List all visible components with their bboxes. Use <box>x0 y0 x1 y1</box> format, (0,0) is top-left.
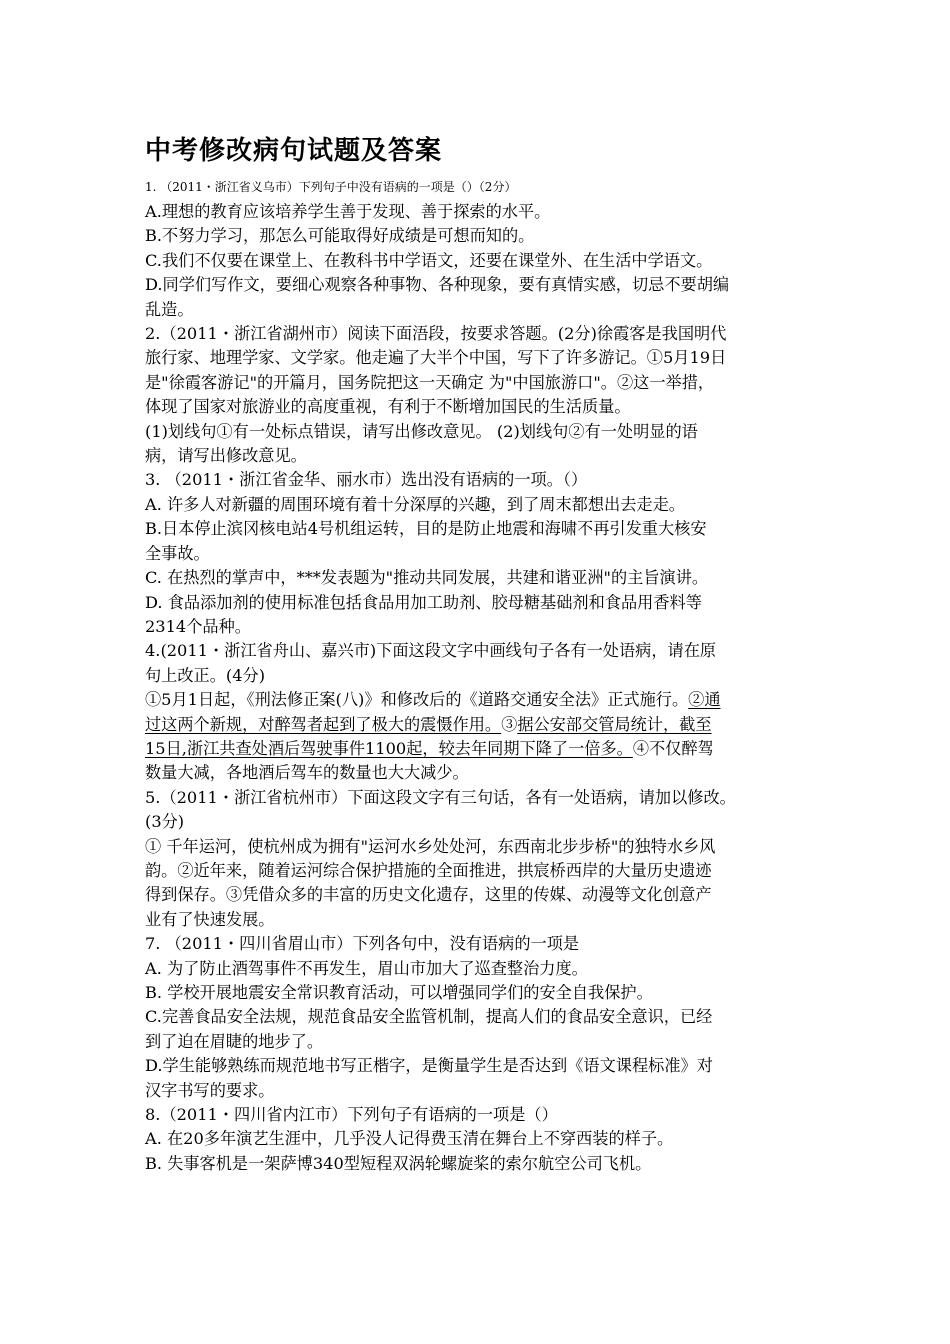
text-line <box>145 322 813 346</box>
text-line <box>145 468 813 492</box>
text-line <box>145 810 813 834</box>
text-line <box>145 176 813 198</box>
text-lines <box>145 176 813 1176</box>
text-segment: ④不仅醉驾 <box>632 738 714 758</box>
text-line <box>145 1127 813 1151</box>
text-segment: D.同学们写作文，要细心观察各种事物、各种现象，要有真情实感，切忌不要胡编 <box>145 275 730 295</box>
text-segment: 7. （2011・四川省眉山市）下列各句中，没有语病的一项是 <box>145 934 580 954</box>
text-line <box>145 615 813 639</box>
text-segment: ① 千年运河，使杭州成为拥有"运河水乡处处河，东西南北步步桥"的独特水乡风 <box>145 836 716 856</box>
text-segment: 1. （2011・浙江省义乌市）下列句子中没有语病的一项是（）（2分） <box>145 180 517 194</box>
text-segment: 旅行家、地理学家、文学家。他走遍了大半个中国，写下了许多游记。①5月19日 <box>145 348 727 368</box>
text-segment: B.日本停止滨冈核电站4号机组运转，目的是防止地震和海啸不再引发重大核安 <box>145 519 707 539</box>
text-line <box>145 1054 813 1078</box>
text-line <box>145 761 813 785</box>
text-line <box>145 273 813 297</box>
text-segment: 业有了快速发展。 <box>145 909 275 929</box>
text-line <box>145 1079 813 1103</box>
text-segment: (3分) <box>145 812 185 832</box>
text-segment: 是"徐霞客游记"的开篇月，国务院把这一天确定 为"中国旅游口"。②这一举措， <box>145 372 715 392</box>
text-segment: 韵。②近年来，随着运河综合保护措施的全面推进，拱宸桥西岸的大量历史遗迹 <box>145 860 712 880</box>
text-line <box>145 298 813 322</box>
text-line <box>145 957 813 981</box>
text-segment: 2.（2011・浙江省湖州市）阅读下面浯段，按要求答题。(2分)徐霞客是我国明代 <box>145 324 727 344</box>
underlined-text: 据公安部交管局统计，截至 <box>517 714 712 734</box>
text-segment: 句上改正。(4分) <box>145 665 266 685</box>
text-line <box>145 1103 813 1127</box>
text-line <box>145 883 813 907</box>
underlined-text: 过这两个新规，对醉驾者起到了极大的震慑作用。 <box>145 714 502 734</box>
text-segment: 3. （2011・浙江省金华、丽水市）选出没有语病的一项。（） <box>145 470 588 490</box>
text-segment: 全事故。 <box>145 543 210 563</box>
document-body <box>145 132 813 1176</box>
text-segment: 体现了国家对旅游业的高度重视，有利于不断增加国民的生活质量。 <box>145 397 631 417</box>
text-segment: 到了迫在眉睫的地步了。 <box>145 1031 324 1051</box>
text-segment: A.理想的教育应该培养学生善于发现、善于探索的水平。 <box>145 202 551 221</box>
text-segment: C.完善食品安全法规，规范食品安全监管机制，提高人们的食品安全意识，已经 <box>145 1007 713 1027</box>
text-line <box>145 420 813 444</box>
text-segment: B. 学校开展地震安全常识教育活动，可以增强同学们的安全自我保护。 <box>145 983 653 1002</box>
text-line <box>145 932 813 956</box>
text-segment: C. 在热烈的掌声中，***发表题为"推动共同发展，共建和谐亚洲"的主旨演讲。 <box>145 568 709 588</box>
text-segment: 得到保存。③凭借众多的丰富的历史文化遗存，这里的传媒、动漫等文化创意产 <box>145 885 712 905</box>
text-segment: 汉字书写的要求。 <box>145 1080 275 1100</box>
text-line <box>145 835 813 859</box>
text-segment: 数量大减，各地酒后驾车的数量也大大减少。 <box>145 763 469 783</box>
text-line <box>145 908 813 932</box>
text-line <box>145 591 813 615</box>
text-segment: B. 失事客机是一架萨博340型短程双涡轮螺旋桨的索尔航空公司飞机。 <box>145 1153 652 1173</box>
text-segment: 乱造。 <box>145 299 194 319</box>
text-line <box>145 493 813 517</box>
text-line <box>145 688 813 712</box>
text-segment: ①5月1日起，《刑法修正案(八)》和修改后的《道路交通安全法》正式施行。 <box>145 690 689 710</box>
underlined-text: 15日,浙江共查处酒后驾驶事件1100起，较去年同期下降了一倍多。 <box>145 738 633 758</box>
text-line <box>145 371 813 395</box>
text-line <box>145 566 813 590</box>
text-line <box>145 664 813 688</box>
underlined-text: ②通 <box>688 690 721 710</box>
text-line <box>145 859 813 883</box>
text-segment: (1)划线句①有一处标点错误，请写出修改意见。 (2)划线句②有一处明显的语 <box>145 421 698 441</box>
text-line <box>145 981 813 1005</box>
text-line <box>145 249 813 273</box>
text-line <box>145 786 813 810</box>
text-line <box>145 346 813 370</box>
text-line <box>145 224 813 248</box>
text-segment: 4.(2011・浙江省舟山、嘉兴市)下面这段文字中画线句子各有一处语病，请在原 <box>145 641 717 661</box>
document-title: 中考修改病句试题及答案 <box>145 136 443 166</box>
text-segment: 8.（2011・四川省内江市）下列句子有语病的一项是（） <box>145 1105 558 1125</box>
text-segment: C.我们不仅要在课堂上、在教科书中学语文，还要在课堂外、在生活中学语文。 <box>145 250 713 270</box>
text-segment: A. 为了防止酒驾事件不再发生，眉山市加大了巡查整治力度。 <box>145 958 588 978</box>
text-line <box>145 1152 813 1176</box>
text-line <box>145 200 813 224</box>
text-line <box>145 395 813 419</box>
text-segment: 病，请写出修改意见。 <box>145 446 307 466</box>
text-line <box>145 1030 813 1054</box>
text-line <box>145 713 813 737</box>
text-segment: A. 许多人对新疆的周围环境有着十分深厚的兴趣，到了周末都想出去走走。 <box>145 494 685 514</box>
text-segment: ③ <box>501 714 518 734</box>
text-segment: D. 食品添加剂的使用标准包括食品用加工助剂、胶母糖基础剂和食品用香料等 <box>145 592 702 612</box>
text-line <box>145 1005 813 1029</box>
text-line <box>145 444 813 468</box>
text-line <box>145 517 813 541</box>
text-segment: 5.（2011・浙江省杭州市）下面这段文字有三句话，各有一处语病，请加以修改。 <box>145 787 736 807</box>
text-line <box>145 639 813 663</box>
text-line <box>145 737 813 761</box>
text-segment: A. 在20多年演艺生涯中，几乎没人记得费玉清在舞台上不穿西装的样子。 <box>145 1129 674 1149</box>
text-segment: 2314个品种。 <box>145 616 251 636</box>
text-segment: B.不努力学习，那怎么可能取得好成绩是可想而知的。 <box>145 226 535 246</box>
text-line <box>145 542 813 566</box>
text-segment: D.学生能够熟练而规范地书写正楷字，是衡量学生是否达到《语文课程标准》对 <box>145 1056 713 1076</box>
